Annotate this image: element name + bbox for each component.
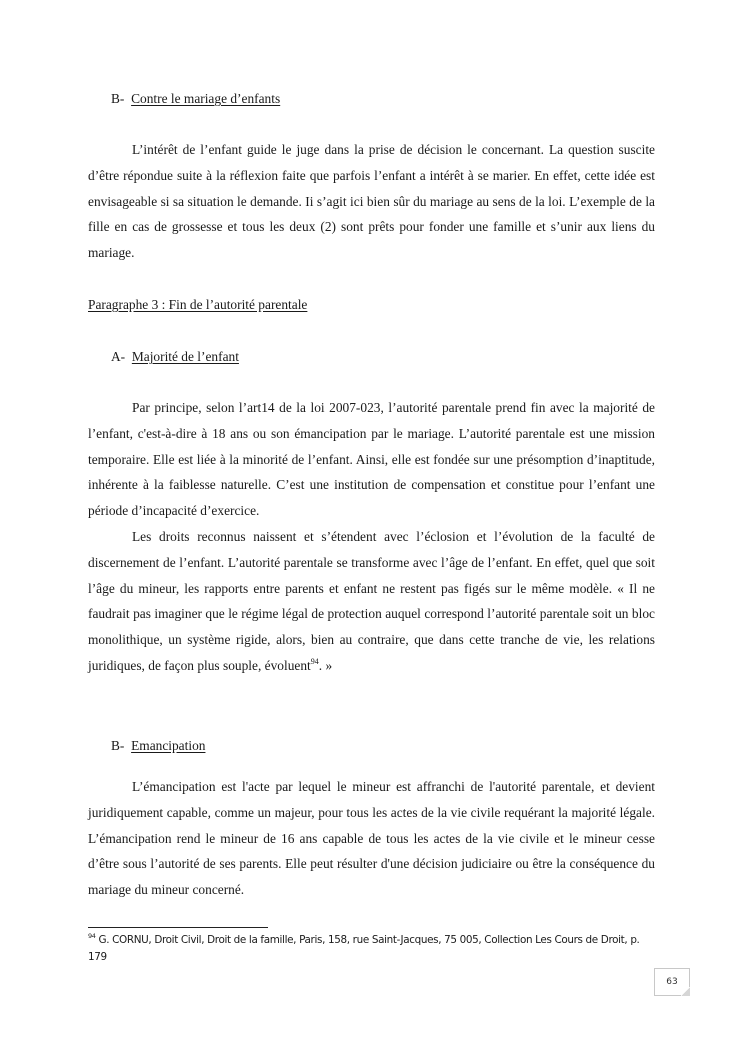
body-paragraph-3 (88, 524, 655, 679)
footnote (88, 932, 658, 966)
page-curl-icon (681, 987, 690, 996)
paragraph-3-title: Paragraphe 3 : Fin de l’autorité parentale (88, 297, 308, 312)
body-paragraph-2: Par principe, selon l’art14 de la loi 2007-023, l’autorité parentale prend fin avec la majorité de l’enfant, c'est-à-dire à 18 ans ou son émancipation par le mariage. L’autorité parentale est une mission temporaire. Elle est liée à la minorité de l’enfant. Ainsi, elle est fondée sur une présomption d’inaptitude, inhérente à la faiblesse naturelle. C’est une institution de compensation et constitue pour l’enfant une période d’incapacité d’exercice. (88, 400, 655, 519)
footnote-separator (88, 927, 268, 928)
section-heading-b-contre-mariage (111, 90, 280, 108)
section-heading-b-emancipation (111, 737, 205, 755)
body-paragraph-1: L’intérêt de l’enfant guide le juge dans la prise de décision le concernant. La question suscite d’être répondue suite à la réflexion faite que parfois l’enfant a intérêt à se marier. En effet, cette idée est envisageable si sa situation le demande. Ii s’agit ici bien sûr du mariage au sens de la loi. L’exemple de la fille en cas de grossesse et tous les deux (2) sont prêts pour fonder une famille et s’unir aux liens du mariage. (88, 142, 655, 261)
paragraph-3-text: Les droits reconnus naissent et s’étendent avec l’éclosion et l’évolution de la faculté de discernement de l’enfant. L’autorité parentale se transforme avec l’âge de l’enfant. En effet, quel que soit l’âge du mineur, les rapports entre parents et enfant ne restent pas figés sur le même modèle. « Il ne faudrait pas imaginer que le régime légal de protection auquel correspond l’autorité parentale soit un bloc monolithique, un système rigide, alors, bien au contraire, que dans cette tranche de vie, les relations juridiques, de façon plus souple, évoluent (88, 529, 655, 673)
heading-marker: B- (111, 738, 125, 753)
heading-marker: B- (111, 91, 125, 106)
page-number: 63 (666, 977, 678, 987)
heading-title: Majorité de l’enfant (131, 349, 239, 364)
heading-title: Emancipation (131, 738, 206, 753)
footnote-reference[interactable]: 94 (310, 656, 319, 666)
footnote-number: 94 (88, 932, 96, 940)
body-paragraph-4: L’émancipation est l'acte par lequel le mineur est affranchi de l'autorité parentale, et devient juridiquement capable, comme un majeur, pour tous les actes de la vie civile requérant la majorité légale. L’émancipation rend le mineur de 16 ans capable de tous les actes de la vie civile et le mineur cesse d’être sous l’autorité de ses parents. Elle peut résulter d'une décision judiciaire ou être la conséquence du mariage du mineur concerné. (88, 779, 655, 898)
heading-title: Contre le mariage d’enfants (131, 91, 281, 106)
section-heading-a-majorite (111, 348, 239, 366)
quote-close: . » (318, 657, 333, 673)
heading-marker: A- (111, 349, 126, 364)
paragraph-3-heading (88, 296, 307, 314)
footnote-text: G. CORNU, Droit Civil, Droit de la famille, Paris, 158, rue Saint-Jacques, 75 005, Collection Les Cours de Droit, p. 179 (88, 934, 640, 963)
page-number-box (654, 968, 690, 996)
